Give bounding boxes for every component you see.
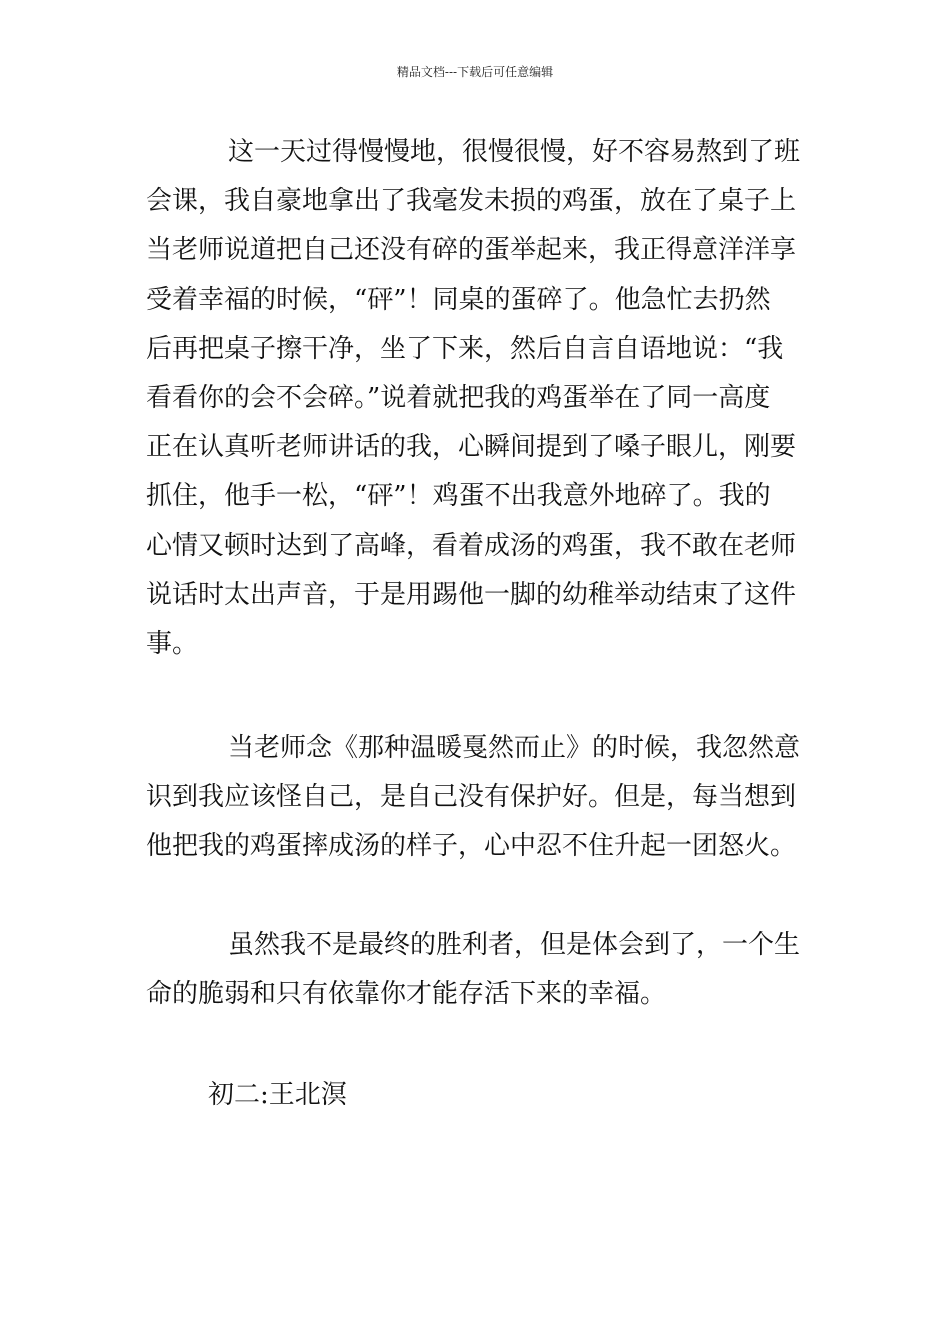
author-signature: 初二:王北溟: [208, 1080, 347, 1110]
paragraph-line: 这一天过得慢慢地，很慢很慢，好不容易熬到了班: [228, 137, 801, 167]
paragraph-line: 识到我应该怪自己，是自己没有保护好。但是，每当想到: [146, 782, 797, 813]
paragraph-1: [146, 128, 810, 669]
paragraph-3: [146, 921, 810, 1019]
paragraph-2: [146, 724, 810, 872]
paragraph-line: 虽然我不是最终的胜利者，但是体会到了，一个生: [228, 930, 801, 960]
paragraph-line: 事。: [146, 629, 199, 660]
paragraph-line: 当老师念《那种温暖戛然而止》的时候，我忽然意: [228, 733, 801, 763]
page-header: 精品文档---下载后可任意编辑: [396, 65, 554, 79]
paragraph-line: 抓住，他手一松，“砰”！鸡蛋不出我意外地碎了。我的: [146, 481, 771, 512]
paragraph-line: 当老师说道把自己还没有碎的蛋举起来，我正得意洋洋享: [146, 235, 797, 266]
paragraph-line: 会课，我自豪地拿出了我毫发未损的鸡蛋，放在了桌子上: [146, 186, 797, 217]
paragraph-line: 心情又顿时达到了高峰，看着成汤的鸡蛋，我不敢在老师: [146, 530, 797, 561]
paragraph-line: 后再把桌子擦干净，坐了下来，然后自言自语地说：“我: [146, 333, 784, 364]
paragraph-line: 正在认真听老师讲话的我，心瞬间提到了嗓子眼儿，刚要: [146, 432, 797, 463]
paragraph-line: 他把我的鸡蛋摔成汤的样子，心中忍不住升起一团怒火。: [146, 831, 797, 862]
paragraph-line: 受着幸福的时候，“砰”！同桌的蛋碎了。他急忙去扔然: [146, 284, 771, 315]
paragraph-line: 看看你的会不会碎。”说着就把我的鸡蛋举在了同一高度: [146, 383, 771, 414]
paragraph-line: 说话时太出声音，于是用踢他一脚的幼稚举动结束了这件: [146, 579, 797, 610]
paragraph-line: 命的脆弱和只有依靠你才能存活下来的幸福。: [146, 979, 667, 1010]
